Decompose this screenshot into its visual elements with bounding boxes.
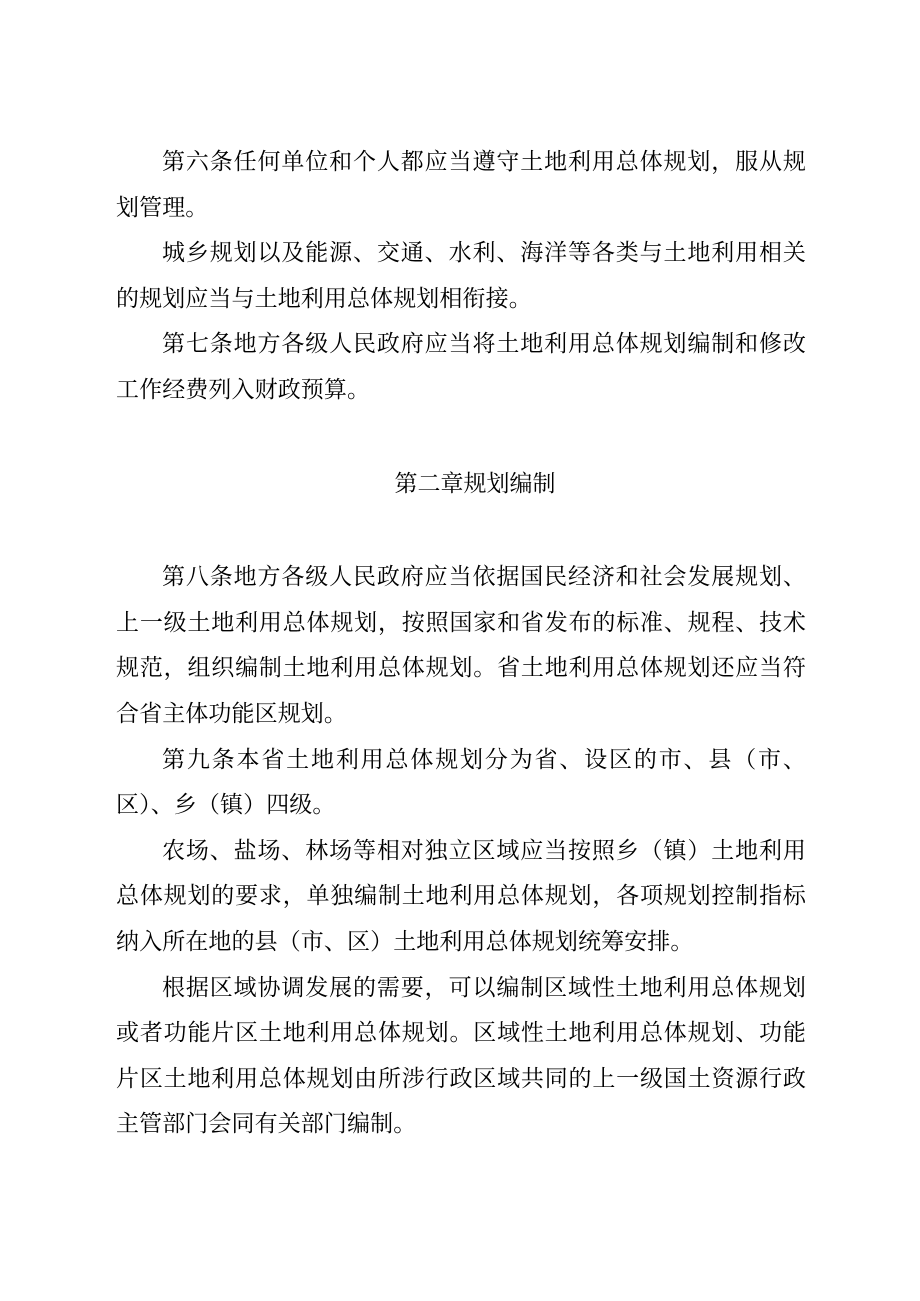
article-6-paragraph: 第六条任何单位和个人都应当遵守土地利用总体规划，服从规划管理。 — [116, 149, 806, 221]
section-spacer — [116, 414, 806, 462]
farm-saltworks-forestry-paragraph: 农场、盐场、林场等相对独立区域应当按照乡（镇）土地利用总体规划的要求，单独编制土地利用总体规划，各项规划控制指标纳入所在地的县（市、区）土地利用总体规划统筹安排。 — [116, 837, 806, 955]
document-page — [116, 140, 806, 1148]
article-8-paragraph: 第八条地方各级人民政府应当依据国民经济和社会发展规划、上一级土地利用总体规划，按照国家和省发布的标准、规程、技术规范，组织编制土地利用总体规划。省土地利用总体规划还应当符合省主体功能区规划。 — [116, 564, 806, 727]
section-spacer — [116, 507, 806, 555]
urban-rural-planning-paragraph: 城乡规划以及能源、交通、水利、海洋等各类与土地利用相关的规划应当与土地利用总体规划相衔接。 — [116, 240, 806, 312]
chapter-title: 第二章规划编制 — [394, 470, 556, 497]
article-7-paragraph: 第七条地方各级人民政府应当将土地利用总体规划编制和修改工作经费列入财政预算。 — [116, 331, 806, 403]
regional-planning-paragraph: 根据区域协调发展的需要，可以编制区域性土地利用总体规划或者功能片区土地利用总体规划。区域性土地利用总体规划、功能片区土地利用总体规划由所涉行政区域共同的上一级国土资源行政主管部门会同有关部门编制。 — [116, 974, 806, 1138]
article-9-paragraph: 第九条本省土地利用总体规划分为省、设区的市、县（市、区）、乡（镇）四级。 — [116, 746, 806, 819]
